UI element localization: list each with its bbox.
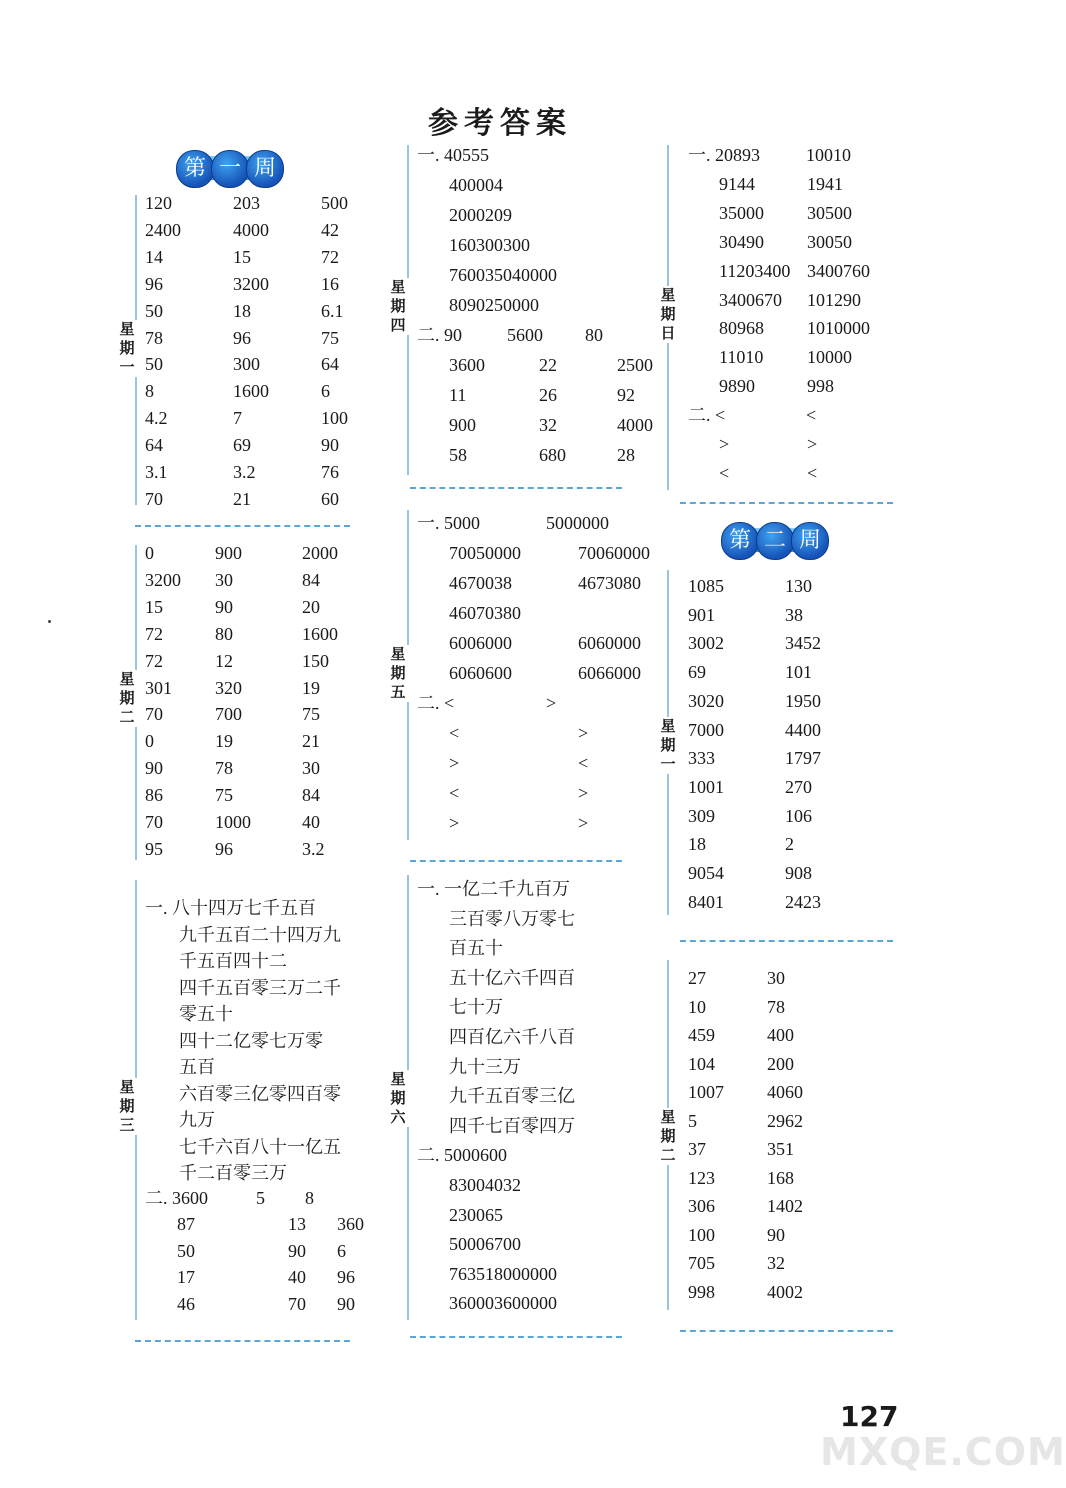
answer-cell: 95 (145, 838, 163, 859)
answer-cell: 38 (785, 604, 803, 625)
answer-cell: 360 (337, 1214, 364, 1234)
answer-cell: > (449, 813, 460, 833)
answer-cell: 0 (145, 731, 154, 752)
answer-cell: 705 (688, 1253, 715, 1273)
answer-cell: 90 (145, 758, 163, 779)
week-char: 周 (791, 522, 829, 560)
answer-cell: 6066000 (578, 663, 641, 683)
answer-cell: 84 (302, 569, 320, 590)
answer-cell: 17 (177, 1267, 195, 1287)
answer-cell: 8401 (688, 891, 724, 912)
answer-cell: 90 (288, 1240, 306, 1261)
answer-line: 763518000000 (449, 1263, 557, 1284)
answer-line: 50006700 (449, 1234, 521, 1255)
answer-cell: < (719, 462, 730, 483)
answer-cell: 70 (288, 1293, 306, 1314)
answer-cell: 50 (145, 354, 163, 375)
answer-cell: 3400760 (807, 260, 870, 281)
answer-cell: > (578, 813, 589, 833)
answer-cell: 26 (539, 385, 557, 405)
answer-cell: 4.2 (145, 408, 168, 429)
answer-cell: 459 (688, 1025, 715, 1045)
answer-cell: 2400 (145, 219, 181, 240)
answer-line: 五十亿六千四百 (449, 967, 575, 988)
answer-cell: 3002 (688, 633, 724, 654)
answer-cell: 19 (215, 731, 233, 752)
answer-cell: 500 (321, 193, 348, 213)
answer-cell: 1010000 (807, 318, 870, 339)
answer-line: 零五十 (179, 1004, 233, 1024)
answer-cell: 306 (688, 1196, 715, 1216)
answer-cell: 78 (767, 996, 785, 1017)
answer-cell: 1402 (767, 1196, 803, 1216)
answer-line: 九十三万 (449, 1056, 521, 1077)
answer-cell: 42 (321, 219, 339, 240)
answer-cell: 3452 (785, 633, 821, 654)
answer-cell: 10010 (806, 145, 851, 165)
answer-cell: 0 (145, 543, 154, 563)
answer-cell: 8 (145, 381, 154, 402)
answer-cell: 4000 (233, 219, 269, 240)
answer-cell: 10000 (807, 347, 852, 368)
answer-cell: 15 (233, 246, 251, 267)
answer-cell: 二. 90 (417, 325, 462, 345)
answer-line: 四百亿六千八百 (449, 1027, 575, 1047)
answer-cell: 9054 (688, 863, 724, 883)
answer-line: 千五百四十二 (179, 951, 287, 971)
answer-cell: 300 (233, 354, 260, 375)
answer-cell: < (807, 462, 818, 483)
answer-cell: 6.1 (321, 300, 344, 321)
answer-cell: 64 (145, 435, 163, 456)
answer-cell: 11203400 (719, 260, 791, 281)
answer-cell: 301 (145, 677, 172, 698)
answer-cell: 5600 (507, 325, 543, 345)
answer-cell: 96 (145, 273, 163, 294)
answer-line: 160300300 (449, 235, 530, 255)
answer-cell: 1085 (688, 576, 724, 596)
answer-cell: 46 (177, 1293, 195, 1314)
answer-cell: 70 (145, 812, 163, 832)
answer-cell: 3.2 (302, 838, 325, 859)
answer-cell: 2500 (617, 355, 653, 375)
answer-cell: 168 (767, 1167, 794, 1188)
answer-cell: 30 (215, 569, 233, 590)
answer-cell: 二. 3600 (145, 1187, 208, 1208)
answer-cell: 400 (767, 1025, 794, 1045)
answer-cell: 900 (449, 415, 476, 435)
answer-cell: 37 (688, 1139, 706, 1159)
answer-cell: 1007 (688, 1082, 724, 1102)
answer-cell: 6060000 (578, 633, 641, 653)
answer-cell: 72 (321, 246, 339, 267)
answer-cell: 4000 (617, 415, 653, 435)
answer-line: 千二百零三万 (179, 1163, 287, 1183)
answer-cell: 9144 (719, 173, 755, 194)
answer-cell: 9890 (719, 376, 755, 397)
answer-line: 六百零三亿零四百零 (179, 1083, 341, 1104)
answer-cell: 6060600 (449, 663, 512, 683)
week-char: 二 (756, 522, 794, 560)
answer-cell: 86 (145, 785, 163, 806)
answer-line: 九万 (179, 1110, 215, 1130)
answer-cell: 3600 (449, 355, 485, 375)
week-char: 一 (211, 150, 249, 188)
watermark: MXQE.COM (820, 1430, 1066, 1474)
answer-cell: 80 (585, 325, 603, 345)
answer-cell: 18 (233, 300, 251, 321)
answer-cell: 123 (688, 1167, 715, 1188)
answer-cell: 40 (302, 812, 320, 832)
answer-line: 一. 八十四万七千五百 (145, 898, 316, 918)
answer-cell: 1941 (807, 173, 843, 194)
answer-cell: 22 (539, 355, 557, 375)
answer-cell: < (578, 753, 589, 773)
answer-cell: 11010 (719, 347, 764, 368)
page-title: 参考答案 (428, 106, 572, 141)
answer-cell: 58 (449, 445, 467, 465)
answer-cell: 6 (321, 381, 330, 402)
answer-cell: 70 (145, 704, 163, 725)
day-label-mon1: 星 期 一 (116, 320, 138, 377)
answer-cell: 32 (539, 415, 557, 435)
answer-cell: 70050000 (449, 543, 521, 563)
answer-cell: 3.1 (145, 462, 168, 482)
answer-cell: 90 (767, 1224, 785, 1245)
answer-cell: 3020 (688, 690, 724, 711)
day-label-tue1: 星 期 二 (116, 670, 138, 727)
answer-cell: 一. 5000 (417, 513, 480, 533)
answer-cell: 5000000 (546, 513, 609, 533)
answer-line: 七十万 (449, 997, 503, 1018)
answer-cell: 30050 (807, 231, 852, 252)
answer-cell: 92 (617, 385, 635, 405)
answer-cell: 30500 (807, 202, 852, 223)
answer-cell: 309 (688, 805, 715, 826)
answer-cell: 3400670 (719, 289, 782, 310)
answer-cell: 106 (785, 805, 812, 826)
answer-line: 九千五百二十四万九 (179, 924, 341, 945)
answer-cell: 75 (302, 704, 320, 725)
answer-cell: 101 (785, 662, 812, 683)
answer-cell: 12 (215, 650, 233, 671)
answer-cell: 70 (145, 488, 163, 509)
answer-cell: 87 (177, 1214, 195, 1234)
answer-line: 四十二亿零七万零 (179, 1030, 323, 1051)
week-char: 第 (176, 150, 214, 188)
answer-cell: 4670038 (449, 573, 512, 593)
answer-cell: 2000 (302, 543, 338, 563)
answer-cell: < (449, 783, 460, 803)
answer-cell: 96 (337, 1267, 355, 1287)
answer-line: 三百零八万零七 (449, 908, 575, 929)
answer-cell: 3.2 (233, 462, 256, 482)
answer-cell: 700 (215, 704, 242, 725)
answer-line: 百五十 (449, 938, 503, 959)
answer-cell: 998 (807, 376, 834, 397)
answer-line: 8090250000 (449, 295, 539, 315)
answer-line: 一. 40555 (417, 145, 489, 165)
answer-cell: 1950 (785, 690, 821, 711)
answer-cell: 30490 (719, 231, 764, 252)
answer-cell: 15 (145, 596, 163, 617)
answer-cell: > (578, 783, 589, 803)
answer-cell: 8 (305, 1187, 314, 1208)
answer-cell: 69 (688, 662, 706, 683)
answer-cell: 1000 (215, 812, 251, 832)
answer-cell: 46070380 (449, 603, 521, 623)
answer-cell: 101290 (807, 289, 861, 310)
day-label-wed1: 星 期 三 (116, 1078, 138, 1135)
answer-cell: > (449, 753, 460, 773)
answer-cell: 270 (785, 776, 812, 797)
answer-cell: 二. < (688, 405, 726, 426)
answer-cell: 16 (321, 273, 339, 294)
answer-cell: 96 (233, 327, 251, 348)
answer-cell: 90 (215, 596, 233, 617)
answer-cell: 21 (233, 488, 251, 509)
answer-cell: 200 (767, 1053, 794, 1074)
answer-cell: 3200 (145, 569, 181, 590)
answer-cell: 908 (785, 863, 812, 883)
answer-cell: 2423 (785, 891, 821, 912)
answer-cell: 19 (302, 677, 320, 698)
answer-line: 230065 (449, 1204, 503, 1225)
answer-cell: 10 (688, 996, 706, 1017)
answer-cell: 3200 (233, 273, 269, 294)
answer-cell: 7 (233, 408, 242, 429)
answer-cell: 69 (233, 435, 251, 456)
answer-cell: 96 (215, 838, 233, 859)
answer-cell: 21 (302, 731, 320, 752)
week-char: 第 (721, 522, 759, 560)
answer-cell: 一. 20893 (688, 145, 760, 165)
answer-cell: 203 (233, 193, 260, 213)
answer-cell: 72 (145, 623, 163, 644)
answer-cell: < (449, 723, 460, 743)
answer-cell: < (806, 405, 817, 426)
answer-cell: 80968 (719, 318, 764, 339)
answer-cell: 60 (321, 488, 339, 509)
answer-line: 五百 (179, 1057, 215, 1077)
answer-line: 二. 5000600 (417, 1145, 507, 1166)
answer-line: 一. 一亿二千九百万 (417, 879, 570, 899)
answer-cell: 50 (145, 300, 163, 321)
day-label-sun1: 星 期 日 (657, 286, 679, 343)
day-label-thu1: 星 期 四 (387, 278, 409, 335)
week-char: 周 (246, 150, 284, 188)
answer-cell: 120 (145, 193, 172, 213)
answer-cell: 32 (767, 1253, 785, 1273)
answer-cell: 76 (321, 462, 339, 482)
answer-cell: 4673080 (578, 573, 641, 593)
answer-cell: 333 (688, 748, 715, 769)
answer-cell: 90 (337, 1293, 355, 1314)
answer-cell: 7000 (688, 719, 724, 740)
answer-cell: 351 (767, 1139, 794, 1159)
answer-line: 九千五百零三亿 (449, 1086, 575, 1107)
answer-cell: 5 (688, 1110, 697, 1131)
answer-cell: 70060000 (578, 543, 650, 563)
answer-cell: 130 (785, 576, 812, 596)
answer-cell: 1600 (233, 381, 269, 402)
answer-cell: 72 (145, 650, 163, 671)
answer-cell: 35000 (719, 202, 764, 223)
day-label-fri1: 星 期 五 (387, 645, 409, 702)
answer-cell: 4002 (767, 1281, 803, 1302)
day-label-sat1: 星 期 六 (387, 1070, 409, 1127)
answer-cell: > (578, 723, 589, 743)
answer-cell: > (807, 434, 818, 454)
answer-line: 760035040000 (449, 265, 557, 285)
answer-cell: 1001 (688, 776, 724, 797)
week-one-badge (170, 150, 288, 186)
answer-cell: 104 (688, 1053, 715, 1074)
answer-cell: 4060 (767, 1082, 803, 1102)
answer-cell: 100 (321, 408, 348, 429)
answer-cell: 11 (449, 385, 467, 405)
answer-cell: 78 (215, 758, 233, 779)
answer-cell: 27 (688, 968, 706, 988)
answer-cell: 6006000 (449, 633, 512, 653)
answer-cell: 901 (688, 604, 715, 625)
answer-cell: 30 (302, 758, 320, 779)
day-label-mon2: 星 期 一 (657, 717, 679, 774)
answer-cell: 40 (288, 1267, 306, 1287)
answer-cell: 2962 (767, 1110, 803, 1131)
answer-cell: 50 (177, 1240, 195, 1261)
answer-cell: 6 (337, 1240, 346, 1261)
answer-cell: 900 (215, 543, 242, 563)
answer-cell: 1797 (785, 748, 821, 769)
answer-cell: 84 (302, 785, 320, 806)
answer-cell: 320 (215, 677, 242, 698)
answer-cell: 5 (256, 1187, 265, 1208)
answer-cell: 150 (302, 650, 329, 671)
answer-cell: 14 (145, 246, 163, 267)
answer-line: 400004 (449, 175, 503, 195)
answer-cell: 64 (321, 354, 339, 375)
answer-line: 360003600000 (449, 1293, 557, 1314)
answer-cell: 18 (688, 834, 706, 855)
answer-cell: 二. < (417, 693, 455, 713)
answer-cell: 75 (215, 785, 233, 806)
answer-cell: 100 (688, 1224, 715, 1245)
answer-cell: 4400 (785, 719, 821, 740)
page-number: 127 (840, 1400, 899, 1433)
answer-line: 四千七百零四万 (449, 1115, 575, 1136)
answer-cell: 78 (145, 327, 163, 348)
answer-cell: 30 (767, 968, 785, 988)
answer-cell: 75 (321, 327, 339, 348)
answer-cell: 20 (302, 596, 320, 617)
answer-cell: 90 (321, 435, 339, 456)
answer-line: 83004032 (449, 1175, 521, 1195)
answer-line: 2000209 (449, 205, 512, 225)
answer-line: 七千六百八十一亿五 (179, 1136, 341, 1157)
answer-cell: 1600 (302, 623, 338, 644)
answer-cell: 680 (539, 445, 566, 465)
week-two-badge (715, 522, 833, 558)
answer-cell: 13 (288, 1214, 306, 1234)
day-label-tue2: 星 期 二 (657, 1108, 679, 1165)
answer-cell: > (546, 693, 557, 713)
answer-cell: 998 (688, 1281, 715, 1302)
answer-cell: > (719, 434, 730, 454)
answer-cell: 80 (215, 623, 233, 644)
answer-cell: 28 (617, 445, 635, 465)
answer-cell: 2 (785, 834, 794, 855)
answer-line: 四千五百零三万二千 (179, 977, 341, 998)
